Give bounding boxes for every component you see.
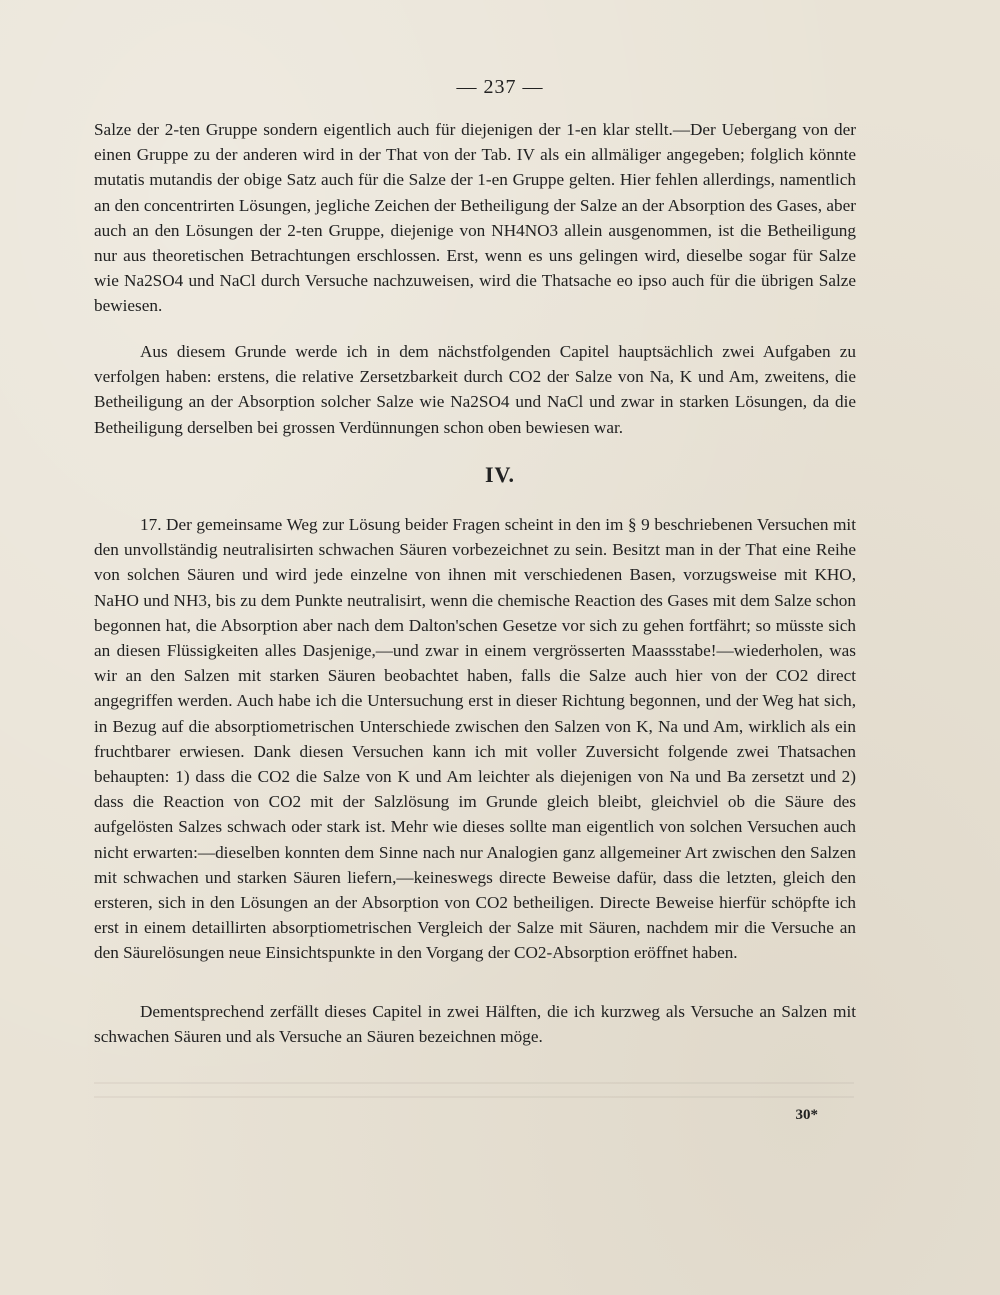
paragraph-conclusion	[94, 999, 856, 1049]
paragraph-section-17	[94, 512, 856, 966]
paragraph-text: Dementsprechend zerfällt dieses Capitel in zwei Hälften, die ich kurzweg als Versuche an Salzen mit schwachen Säuren und als Versuche an Säuren bezeichnen möge.	[94, 1002, 856, 1047]
paragraph-text: 17. Der gemeinsame Weg zur Lösung beider Fragen scheint in den im § 9 beschriebenen Versuchen mit den unvollständig neutralisirten schwachen Säuren vorbezeichnet zu sein. Besitzt man in der That eine Reihe von solchen Säuren und wird jede einzelne von ihnen mit verschiedenen Basen, vorzugsweise mit KHO, NaHO und NH3, bis zu dem Punkte neutralisirt, wenn die chemische Reaction des Gases mit dem Salze schon begonnen hat, die Absorption aber nach dem Dalton'schen Gesetze vor sich zu gehen fortfährt; so müsste sich an diesen Flüssigkeiten alles Dasjenige,—und zwar in einem vergrösserten Maassstabe!—wiederholen, was wir an den Salzen mit starken Säuren beobachtet haben, falls die Salze auch hier von der CO2 direct angegriffen werden. Auch habe ich die Untersuchung erst in dieser Richtung begonnen, und der Weg hat sich, in Bezug auf die absorptiometrischen Unterschiede zwischen den Salzen von K, Na und Am, wirklich als ein fruchtbarer erwiesen. Dank diesen Versuchen kann ich mit voller Zuversicht folgende zwei Thatsachen behaupten: 1) dass die CO2 die Salze von K und Am leichter als diejenigen von Na und Ba zersetzt und 2) dass die Reaction von CO2 mit der Salzlösung im Grunde gleich bleibt, gleichviel ob die Säure des aufgelösten Salzes schwach oder stark ist. Mehr wie dieses sollte man eigentlich von solchen Versuchen auch nicht erwarten:—dieselben konnten dem Sinne nach nur Analogien ganz allgemeiner Art zwischen den Salzen mit schwachen und starken Säuren liefern,—keineswegs directe Beweise dafür, dass die letzten, gleich den ersteren, sich in den Lösungen an der Absorption von CO2 betheiligen. Directe Beweise hierfür schöpfte ich erst in einem detaillirten absorptiometrischen Vergleich der Salze mit Säuren, nachdem mir die Versuche an den Säurelösungen neue Einsichtspunkte in den Vorgang der CO2-Absorption eröffnet haben.	[94, 515, 856, 963]
paragraph-tasks	[94, 339, 856, 440]
paragraph-continuation	[94, 117, 856, 319]
section-heading: IV.	[484, 462, 516, 487]
paragraph-text: Salze der 2-ten Gruppe sondern eigentlich auch für diejenigen der 1-en klar stellt.—Der Uebergang von der einen Gruppe zu der anderen wird in der That von der Tab. IV als ein allmäliger angegeben; folglich könnte mutatis mutandis der obige Satz auch für die Salze der 1-en Gruppe gelten. Hier fehlen allerdings, namentlich an den concentrirten Lösungen, jegliche Zeichen der Betheiligung der Salze an der Absorption des Gases, aber auch an den Lösungen der 2-ten Gruppe, diejenige von NH4NO3 allein ausgenommen, ist die Betheiligung nur aus theoretischen Betrachtungen erschlossen. Erst, wenn es uns gelingen wird, dieselbe sogar für Salze wie Na2SO4 und NaCl durch Versuche nachzuweisen, wird die Thatsache eo ipso auch für die übrigen Salze bewiesen.	[94, 120, 856, 316]
paragraph-text: Aus diesem Grunde werde ich in dem nächstfolgenden Capitel hauptsächlich zwei Aufgaben zu verfolgen haben: erstens, die relative Zersetzbarkeit durch CO2 der Salze von Na, K und Am, zweitens, die Betheiligung an der Absorption solcher Salze wie Na2SO4 und NaCl und zwar in starken Lösungen, da die Betheiligung derselben bei grossen Verdünnungen schon oben bewiesen war.	[94, 342, 856, 437]
bleed-through-line	[94, 1082, 854, 1084]
signature-mark: 30*	[795, 1107, 818, 1123]
bleed-through-line	[94, 1096, 854, 1098]
page-number: — 237 —	[456, 76, 544, 98]
